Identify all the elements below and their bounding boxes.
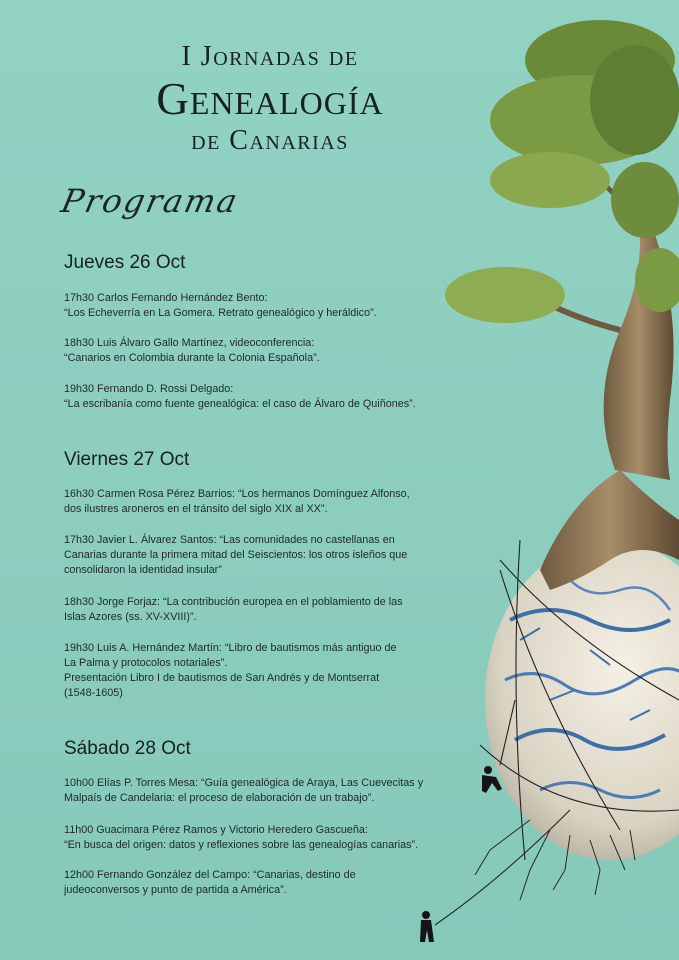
day-heading-viernes: Viernes 27 Oct (64, 449, 190, 470)
tree-trunk (604, 200, 674, 480)
entry-line: “Canarios en Colombia durante la Colonia Española”. (64, 352, 320, 364)
entry-line: Malpaís de Candelaria: el proceso de elaboración de un trabajo”. (64, 792, 375, 804)
entry-line: “La escribanía como fuente genealógica: el caso de Álvaro de Quiñones”. (64, 398, 416, 410)
schedule-entry (64, 823, 464, 853)
entry-line: 12h00 Fernando González del Campo: “Canarias, destino de (64, 869, 356, 881)
entry-line: 11h00 Guacimara Pérez Ramos y Victorio Heredero Gascueña: (64, 824, 368, 836)
programa-heading: Programa (57, 182, 243, 220)
schedule-entry (64, 595, 464, 625)
entry-line: 19h30 Luis A. Hernández Martín: “Libro de bautismos más antiguo de (64, 642, 397, 654)
title-line-2: Genealogía (156, 74, 384, 124)
entry-line: 18h30 Jorge Forjaz: “La contribución europea en el poblamiento de las (64, 596, 403, 608)
schedule-entry (64, 487, 464, 517)
climber-figures (420, 766, 502, 942)
entry-line: consolidaron la identidad insular” (64, 564, 222, 576)
entry-line: “Los Echeverría en La Gomera. Retrato genealógico y heráldico”. (64, 307, 377, 319)
title-line-1: I Jornadas de (181, 41, 359, 72)
entry-line: 16h30 Carmen Rosa Pérez Barrios: “Los hermanos Domínguez Alfonso, (64, 488, 410, 500)
schedule-entry (64, 868, 464, 898)
entry-line: La Palma y protocolos notariales”. (64, 657, 228, 669)
entry-line: Canarias durante la primera mitad del Seiscientos: los otros isleños que (64, 549, 408, 561)
entry-line: 18h30 Luis Álvaro Gallo Martínez, videoconferencia: (64, 337, 315, 349)
schedule-entry (64, 776, 464, 806)
entry-line: “En busca del origen: datos y reflexiones sobre las genealogías canarias”. (64, 839, 419, 851)
event-title (70, 40, 470, 158)
entry-line: dos ilustres aroneros en el tránsito del siglo XIX al XX”. (64, 503, 328, 515)
entry-line: (1548-1605) (64, 687, 123, 699)
title-line-3: de Canarias (191, 125, 349, 156)
schedule-entry (64, 533, 464, 578)
entry-line: 17h30 Carlos Fernando Hernández Bento: (64, 292, 268, 304)
tree-globe-illustration (420, 0, 679, 960)
entry-line: judeoconversos y punto de partida a América”. (64, 884, 287, 896)
porcelain-sphere (485, 540, 679, 860)
day-heading-sabado: Sábado 28 Oct (64, 738, 191, 759)
entry-line: Presentación Libro I de bautismos de San Andrés y de Montserrat (64, 672, 380, 684)
schedule-entry (64, 336, 464, 366)
schedule-entry (64, 641, 464, 701)
schedule-entry (64, 382, 464, 412)
tree-foliage (445, 20, 679, 323)
entry-line: 17h30 Javier L. Álvarez Santos: “Las comunidades no castellanas en (64, 534, 395, 546)
day-heading-jueves: Jueves 26 Oct (64, 252, 186, 273)
entry-line: 19h30 Fernando D. Rossi Delgado: (64, 383, 234, 395)
schedule-entry (64, 291, 464, 321)
entry-line: Islas Azores (ss. XV-XVIII)”. (64, 611, 197, 623)
entry-line: 10h00 Elías P. Torres Mesa: “Guía genealógica de Araya, Las Cuevecitas y (64, 777, 424, 789)
